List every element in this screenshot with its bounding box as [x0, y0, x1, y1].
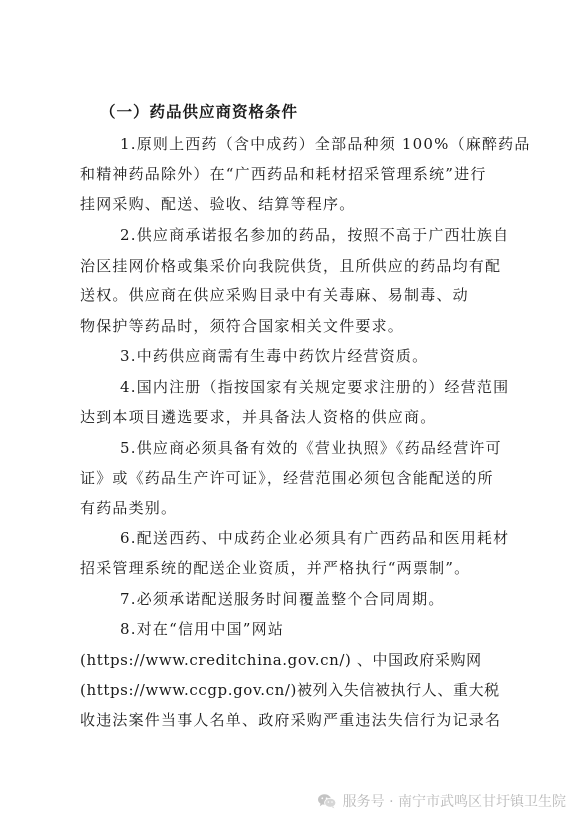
body-line: 物保护等药品时，须符合国家相关文件要求。 [80, 317, 405, 335]
body-line: 1.原则上西药（含中成药）全部品种须 100%（麻醉药品 [120, 135, 531, 153]
body-line: 7.必须承诺配送服务时间覆盖整个合同周期。 [120, 590, 445, 608]
body-line: (https://www.ccgp.gov.cn/)被列入失信被执行人、重大税 [80, 681, 500, 699]
body-line: 4.国内注册（指按国家有关规定要求注册的）经营范围 [120, 378, 510, 396]
body-line: 有药品类别。 [80, 499, 178, 517]
wechat-icon [317, 793, 337, 809]
watermark-text: 服务号 · 南宁市武鸣区甘圩镇卫生院 [342, 794, 566, 810]
watermark [317, 791, 566, 811]
body-line: (https://www.creditchina.gov.cn/) 、中国政府采购网 [80, 651, 482, 669]
body-line: 5.供应商必须具备有效的《营业执照》《药品经营许可 [120, 439, 502, 457]
body-line: 和精神药品除外）在“广西药品和耗材招采管理系统”进行 [80, 165, 487, 183]
body-line: 8.对在“信用中国”网站 [120, 620, 285, 638]
body-line: 证》或《药品生产许可证》，经营范围必须包含能配送的所 [80, 469, 494, 487]
body-line: 收违法案件当事人名单、政府采购严重违法失信行为记录名 [80, 711, 502, 729]
body-line: 达到本项目遴选要求，并具备法人资格的供应商。 [80, 408, 437, 426]
body-line: 送权。供应商在供应采购目录中有关毒麻、易制毒、动 [80, 286, 469, 304]
body-line: 招采管理系统的配送企业资质，并严格执行“两票制”。 [80, 559, 471, 577]
body-line: 2.供应商承诺报名参加的药品，按照不高于广西壮族自 [120, 226, 510, 244]
body-line: 6.配送西药、中成药企业必须具有广西药品和医用耗材 [120, 529, 510, 547]
body-line: 挂网采购、配送、验收、结算等程序。 [80, 195, 356, 213]
body-line: 3.中药供应商需有生毒中药饮片经营资质。 [120, 347, 429, 365]
body-line: 治区挂网价格或集采价向我院供货，且所供应的药品均有配 [80, 257, 502, 275]
section-heading: （一）药品供应商资格条件 [100, 103, 299, 121]
